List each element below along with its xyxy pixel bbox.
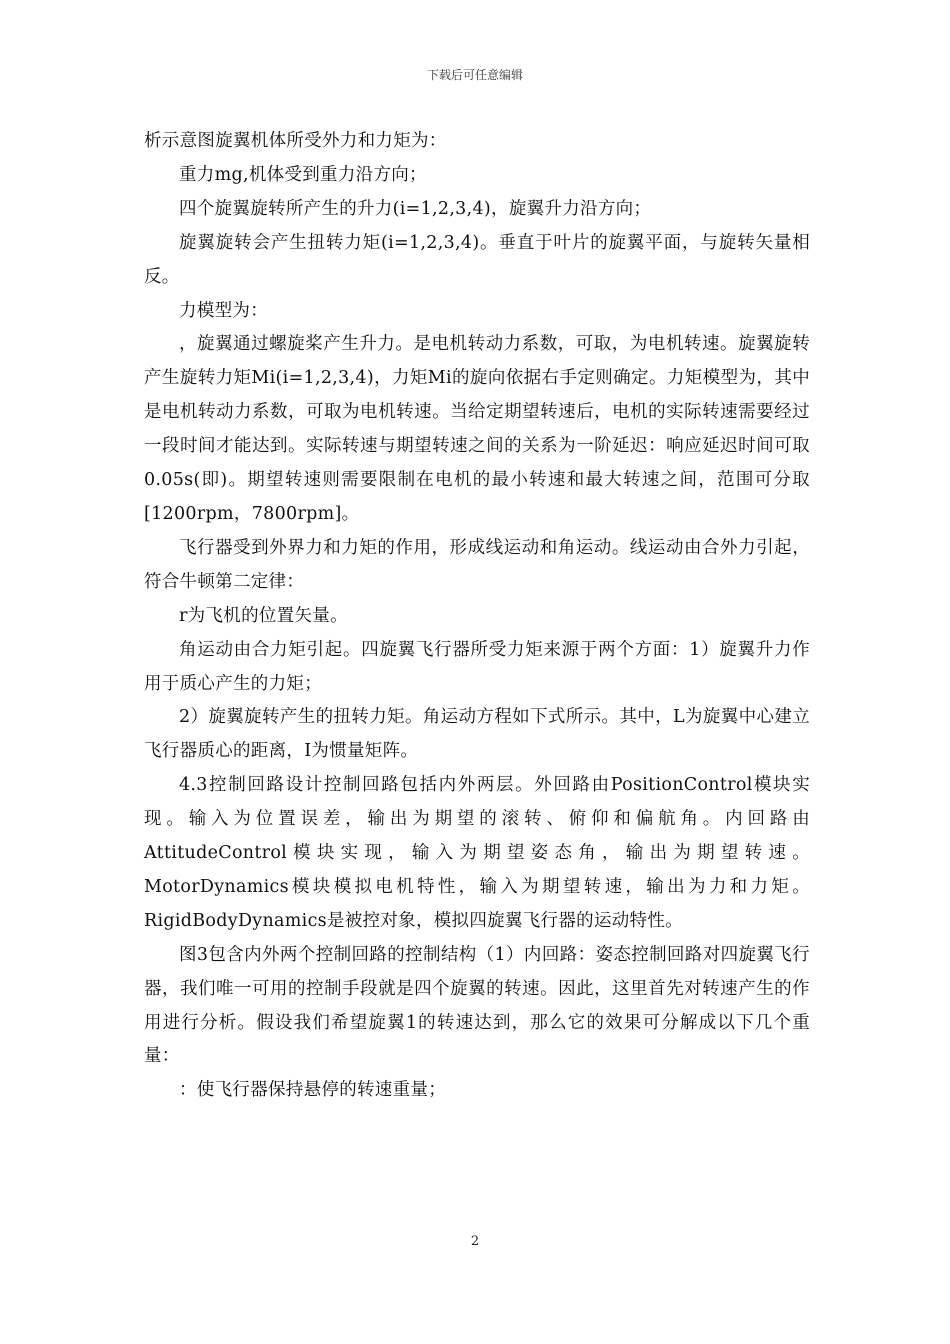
paragraph: 力模型为： bbox=[179, 300, 268, 321]
page-header: 下载后可任意编辑 bbox=[426, 68, 523, 82]
paragraph: r为飞机的位置矢量。 bbox=[179, 605, 348, 626]
paragraph: 角运动由合力矩引起。四旋翼飞行器所受力矩来源于两个方面：1）旋翼升力作用于质心产生的力矩； bbox=[144, 639, 810, 694]
paragraph: 四个旋翼旋转所产生的升力(i=1,2,3,4)，旋翼升力沿方向； bbox=[179, 198, 652, 219]
paragraph: 2）旋翼旋转产生的扭转力矩。角运动方程如下式所示。其中，L为旋翼中心建立飞行器质心的距离，I为惯量矩阵。 bbox=[144, 707, 810, 762]
paragraph: 析示意图旋翼机体所受外力和力矩为： bbox=[144, 131, 447, 151]
paragraph: 4.3控制回路设计控制回路包括内外两层。外回路由PositionControl模块实现。输入为位置误差，输出为期望的滚转、俯仰和偏航角。内回路由AttitudeControl模块实现，输入为期望姿态角，输出为期望转速。MotorDynamics模块模拟电机特性，输入为期望转速，输出为力和力矩。RigidBodyDynamics是被控对象，模拟四旋翼飞行器的运动特性。 bbox=[144, 775, 810, 931]
paragraph: 重力mg,机体受到重力沿方向； bbox=[179, 164, 427, 185]
paragraph: 旋翼旋转会产生扭转力矩(i=1,2,3,4)。垂直于叶片的旋翼平面，与旋转矢量相反。 bbox=[144, 232, 810, 287]
document-body bbox=[144, 125, 810, 1108]
paragraph: ，旋翼通过螺旋桨产生升力。是电机转动力系数，可取，为电机转速。旋翼旋转产生旋转力矩Mi(i=1,2,3,4)，力矩Mi的旋向依据右手定则确定。力矩模型为，其中是电机转动力系数，可取为电机转速。当给定期望转速后，电机的实际转速需要经过一段时间才能达到。实际转速与期望转速之间的关系为一阶延迟：响应延迟时间可取0.05s(即)。期望转速则需要限制在电机的最小转速和最大转速之间，范围可分取[1200rpm，7800rpm]。 bbox=[144, 334, 810, 524]
paragraph: 图3包含内外两个控制回路的控制结构（1）内回路：姿态控制回路对四旋翼飞行器，我们唯一可用的控制手段就是四个旋翼的转速。因此，这里首先对转速产生的作用进行分析。假设我们希望旋翼1的转速达到，那么它的效果可分解成以下几个重量： bbox=[144, 944, 810, 1067]
paragraph: 飞行器受到外界力和力矩的作用，形成线运动和角运动。线运动由合外力引起，符合牛顿第二定律： bbox=[144, 537, 810, 592]
page-number: 2 bbox=[470, 1234, 480, 1249]
paragraph: ：使飞行器保持悬停的转速重量； bbox=[179, 1080, 446, 1101]
